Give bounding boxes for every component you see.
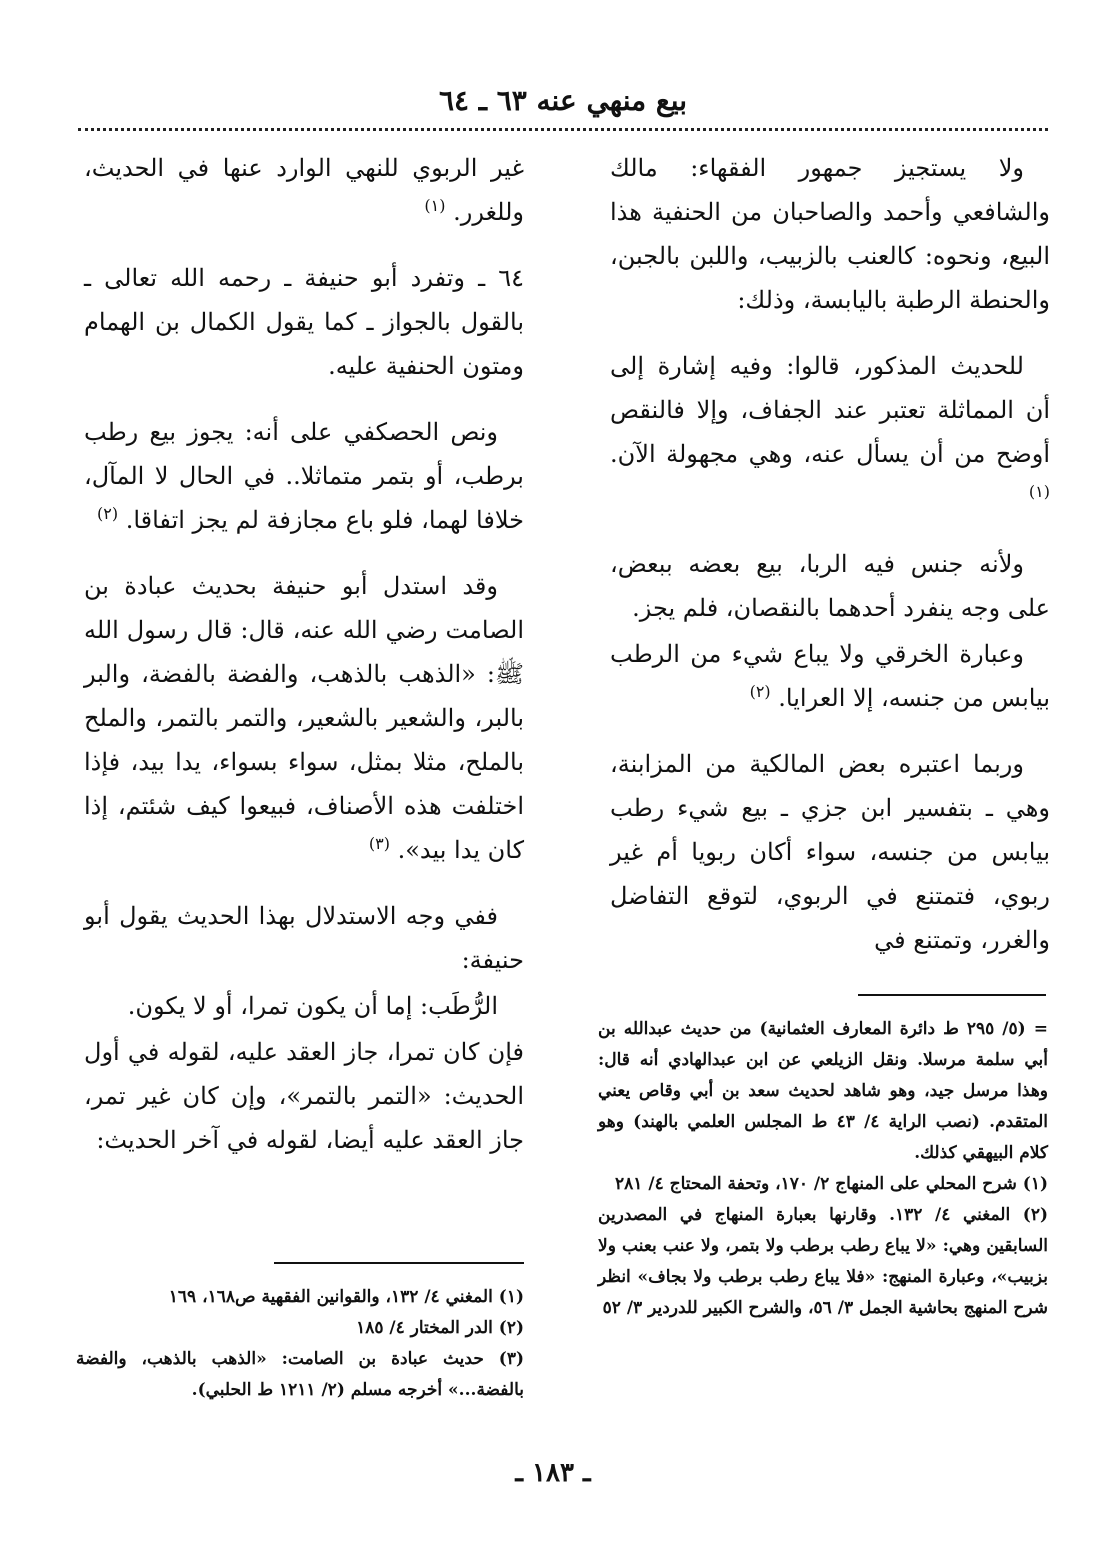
footnote-separator bbox=[274, 1262, 524, 1264]
paragraph: للحديث المذكور، قالوا: وفيه إشارة إلى أن المماثلة تعتبر عند الجفاف، وإلا فالنقص أوضح من أن يسأل عنه، وهي مجهولة الآن. $^{(١)}$ bbox=[610, 352, 1050, 501]
header-dotted-divider bbox=[78, 128, 1048, 131]
footnote-mark: (٢) bbox=[749, 682, 771, 701]
paragraph: ونص الحصكفي على أنه: يجوز بيع رطب برطب، أو بتمر متماثلا.. في الحال لا المآل، خلافا لهما، فلو باع مجازفة لم يجز اتفاقا. $^{(٢)}$ bbox=[84, 418, 524, 534]
paragraph: ولا يستجيز جمهور الفقهاء: مالك والشافعي وأحمد والصاحبان من الحنفية هذا البيع، ونحوه: كالعنب بالزبيب، واللبن بالجبن، والحنطة الرطبة باليابسة، وذلك: bbox=[610, 154, 1050, 314]
paragraph: غير الربوي للنهي الوارد عنها في الحديث، وللغرر. $^{(١)}$ bbox=[84, 154, 524, 226]
footnote: (٣) حديث عبادة بن الصامت: «الذهب بالذهب، والفضة بالفضة...» أخرجه مسلم (٢/ ١٢١١ ط الحلبي). bbox=[76, 1349, 524, 1400]
footnote: (١) شرح المحلي على المنهاج ٢/ ١٧٠، وتحفة المحتاج ٤/ ٢٨١ bbox=[615, 1174, 1048, 1194]
paragraph: فإن كان تمرا، جاز العقد عليه، لقوله في أول الحديث: «التمر بالتمر»، وإن كان غير تمر، جاز العقد عليه أيضا، لقوله في آخر الحديث: bbox=[84, 1038, 524, 1154]
paragraph: الرُّطَب: إما أن يكون تمرا، أو لا يكون. bbox=[127, 992, 498, 1020]
page-header-title: بيع منهي عنه ٦٣ ـ ٦٤ bbox=[438, 84, 688, 117]
paragraph: وقد استدل أبو حنيفة بحديث عبادة بن الصامت رضي الله عنه، قال: قال رسول الله ﷺ: «الذهب بالذهب، والفضة بالفضة، والبر بالبر، والشعير بالشعير، والتمر بالتمر، والملح بالملح، مثلا بمثل، سواء بسواء، يدا بيد، فإذا اختلفت هذه الأصناف، فبيعوا كيف شئتم، إذا كان يدا بيد». $^{(٣)}$ bbox=[84, 572, 524, 864]
paragraph: ولأنه جنس فيه الربا، بيع بعضه ببعض، على وجه ينفرد أحدهما بالنقصان، فلم يجز. bbox=[610, 550, 1050, 622]
footnote-mark: (١) bbox=[424, 196, 446, 215]
right-column bbox=[610, 146, 1050, 984]
left-column bbox=[84, 146, 524, 1184]
footnote-mark: (٣) bbox=[368, 834, 390, 853]
footnote-mark: (١) bbox=[1028, 482, 1050, 501]
paragraph: ففي وجه الاستدلال بهذا الحديث يقول أبو حنيفة: bbox=[84, 902, 524, 974]
footnote-mark: (٢) bbox=[96, 504, 119, 523]
paragraph: وربما اعتبره بعض المالكية من المزابنة، وهي ـ بتفسير ابن جزي ـ بيع شيء رطب بيابس من جنسه، سواء أكان ربويا أم غير ربوي، فتمتنع في الربوي، لتوقع التفاضل والغرر، وتمتنع في bbox=[610, 750, 1050, 954]
footnote: = (٥/ ٢٩٥ ط دائرة المعارف العثمانية) من حديث عبدالله بن أبي سلمة مرسلا. ونقل الزيلعي عن ابن عبدالهادي أنه قال: وهذا مرسل جيد، وهو شاهد لحديث سعد بن أبي وقاص يعني المتقدم. (نصب الراية ٤/ ٤٣ ط المجلس العلمي بالهند) وهو كلام البيهقي كذلك. bbox=[598, 1019, 1048, 1163]
paragraph: وعبارة الخرقي ولا يباع شيء من الرطب بيابس من جنسه، إلا العرايا. $^{(٢)}$ bbox=[610, 640, 1050, 712]
paragraph: ٦٤ ـ وتفرد أبو حنيفة ـ رحمه الله تعالى ـ بالقول بالجواز ـ كما يقول الكمال بن الهمام ومتون الحنفية عليه. bbox=[84, 264, 524, 380]
footnote-separator bbox=[858, 994, 1046, 996]
footnote: (٢) المغني ٤/ ١٣٢. وقارنها بعبارة المنهاج في المصدرين السابقين وهي: «لا يباع رطب برطب ولا بتمر، ولا عنب بعنب ولا بزبيب»، وعبارة المنهج: «فلا يباع رطب برطب ولا بجاف» انظر شرح المنهج بحاشية الجمل ٣/ ٥٦، والشرح الكبير للدردير ٣/ ٥٢ bbox=[598, 1205, 1048, 1318]
page-number: ـ ١٨٣ ـ bbox=[515, 1458, 591, 1488]
footnote: (١) المغني ٤/ ١٣٢، والقوانين الفقهية ص١٦٨، ١٦٩ bbox=[168, 1287, 524, 1307]
left-footnotes bbox=[76, 1282, 524, 1406]
footnote: (٢) الدر المختار ٤/ ١٨٥ bbox=[356, 1318, 524, 1338]
right-footnotes bbox=[598, 1014, 1048, 1324]
